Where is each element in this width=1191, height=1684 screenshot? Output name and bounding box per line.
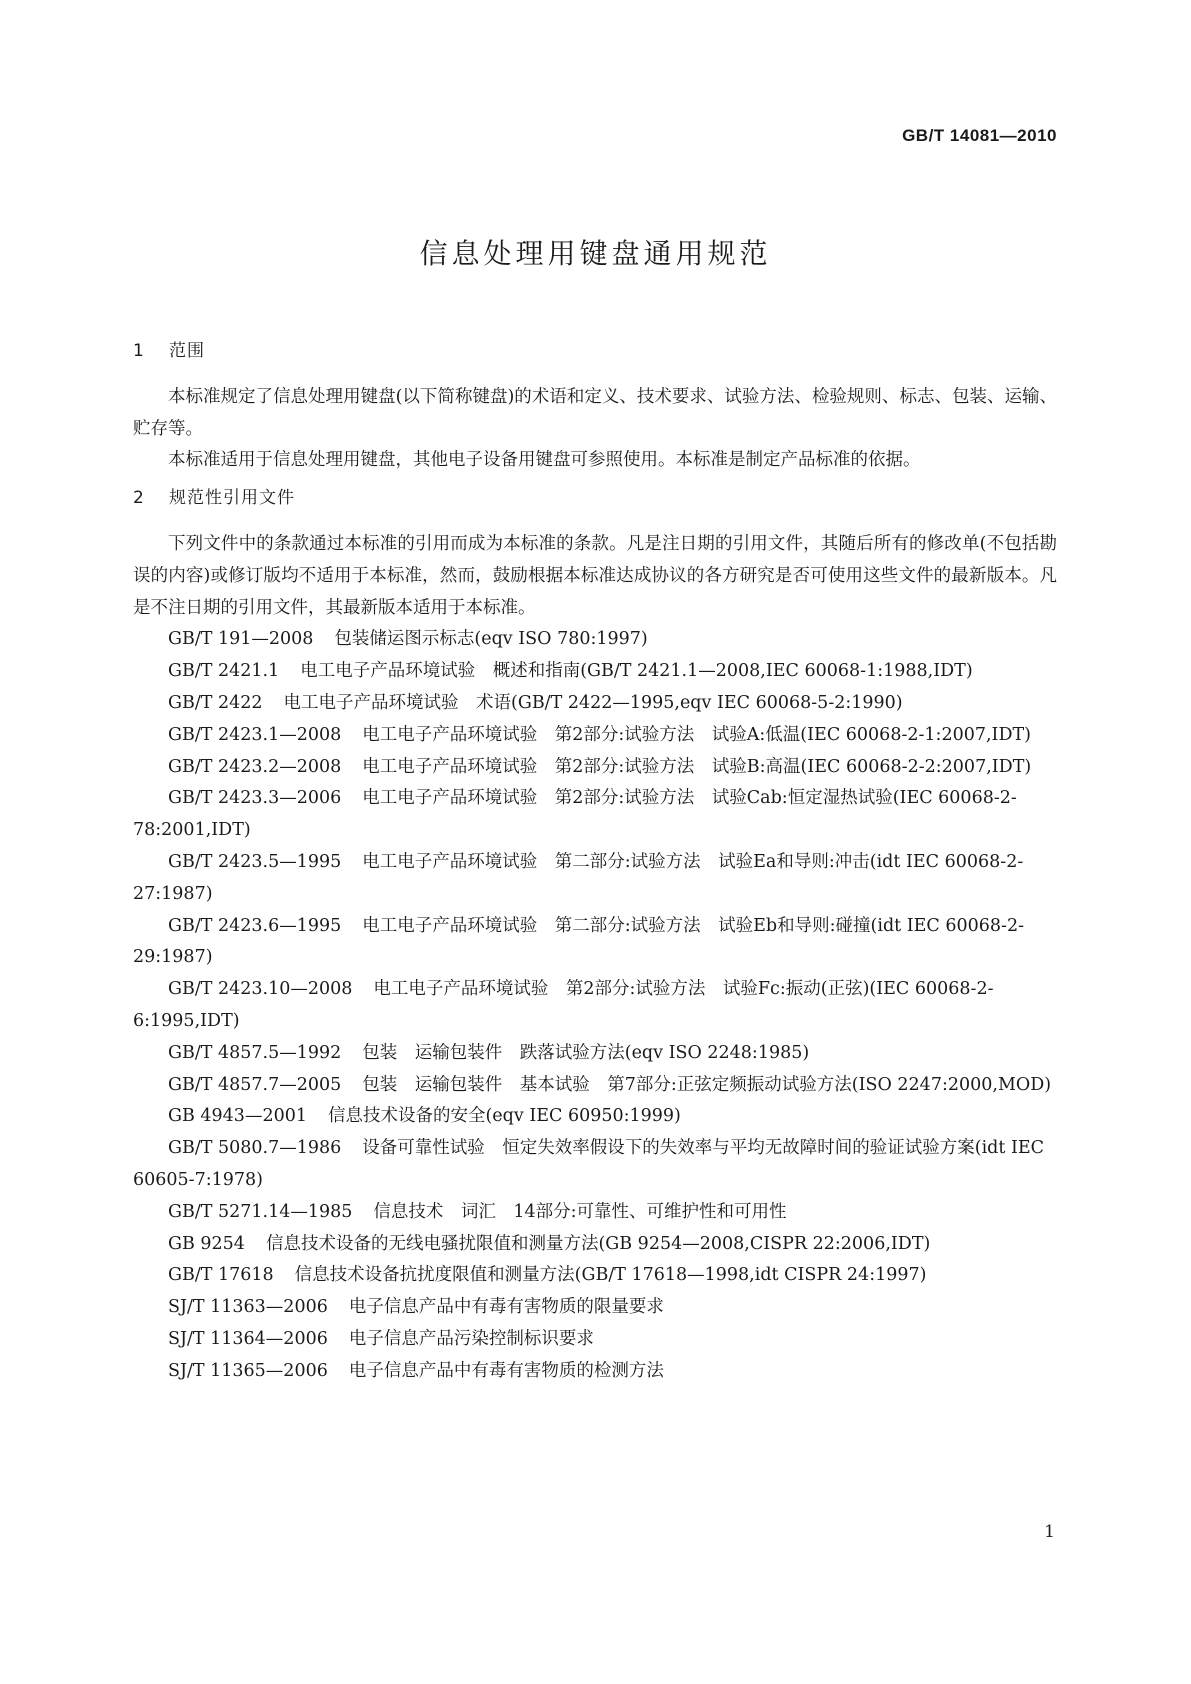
reference-code: GB 9254	[168, 1233, 245, 1254]
reference-item	[133, 847, 1057, 911]
reference-item	[133, 1229, 1057, 1261]
reference-title: 信息技术设备的安全(eqv IEC 60950:1999)	[327, 1106, 681, 1127]
reference-item	[133, 656, 1057, 688]
reference-title: 电工电子产品环境试验 第二部分:试验方法 试验Eb和导则:碰撞(idt IEC 60068-2-29:1987)	[133, 915, 1025, 968]
reference-item	[133, 1260, 1057, 1292]
reference-title: 电子信息产品中有毒有害物质的检测方法	[348, 1360, 664, 1381]
reference-title: 电工电子产品环境试验 第2部分:试验方法 试验Fc:振动(正弦)(IEC 60068-2-6:1995,IDT)	[133, 979, 994, 1031]
section-title: 规范性引用文件	[169, 488, 295, 509]
reference-title: 电工电子产品环境试验 第2部分:试验方法 试验B:高温(IEC 60068-2-2:2007,IDT)	[362, 756, 1032, 777]
reference-code: GB/T 2423.10—2008	[168, 979, 353, 1000]
reference-item	[133, 752, 1057, 784]
reference-code: GB/T 2423.3—2006	[168, 788, 342, 809]
reference-item	[133, 1197, 1057, 1229]
reference-item	[133, 1356, 1057, 1388]
reference-code: GB/T 2423.2—2008	[168, 756, 342, 777]
reference-item	[133, 911, 1057, 975]
reference-item	[133, 1070, 1057, 1102]
reference-list	[133, 624, 1057, 1387]
page-number: 1	[1044, 1522, 1055, 1542]
reference-title: 信息技术设备的无线电骚扰限值和测量方法(GB 9254—2008,CISPR 22:2006,IDT)	[265, 1233, 931, 1254]
reference-title: 设备可靠性试验 恒定失效率假设下的失效率与平均无故障时间的验证试验方案(idt IEC 60605-7:1978)	[133, 1138, 1045, 1190]
reference-title: 信息技术 词汇 14部分:可靠性、可维护性和可用性	[373, 1201, 787, 1222]
section-title: 范围	[169, 341, 205, 361]
reference-code: SJ/T 11364—2006	[168, 1328, 328, 1349]
document-title: 信息处理用键盘通用规范	[419, 237, 772, 270]
reference-code: GB/T 191—2008	[168, 629, 314, 650]
reference-code: GB/T 5080.7—1986	[168, 1138, 342, 1159]
reference-title: 电工电子产品环境试验 第2部分:试验方法 试验Cab:恒定湿热试验(IEC 60068-2-78:2001,IDT)	[133, 788, 1017, 841]
reference-title: 电工电子产品环境试验 概述和指南(GB/T 2421.1—2008,IEC 60068-1:1988,IDT)	[300, 661, 973, 682]
reference-code: GB/T 2423.6—1995	[168, 915, 342, 936]
reference-code: GB/T 17618	[168, 1265, 274, 1286]
reference-title: 包装储运图示标志(eqv ISO 780:1997)	[334, 629, 648, 650]
section-number: 2	[133, 488, 145, 509]
reference-title: 包装 运输包装件 跌落试验方法(eqv ISO 2248:1985)	[362, 1042, 810, 1063]
reference-item	[133, 783, 1057, 847]
reference-item	[133, 1133, 1057, 1197]
reference-title: 电子信息产品中有毒有害物质的限量要求	[348, 1297, 664, 1318]
section-2-heading	[133, 483, 1057, 515]
reference-item	[133, 1038, 1057, 1070]
reference-item	[133, 624, 1057, 656]
reference-code: GB/T 2421.1	[168, 661, 280, 682]
reference-title: 信息技术设备抗扰度限值和测量方法(GB/T 17618—1998,idt CISPR 24:1997)	[294, 1265, 927, 1286]
reference-item	[133, 720, 1057, 752]
reference-code: GB/T 2423.1—2008	[168, 724, 342, 745]
section-number: 1	[133, 341, 145, 361]
reference-item	[133, 688, 1057, 720]
reference-code: SJ/T 11365—2006	[168, 1360, 328, 1381]
section-1-paragraph: 本标准适用于信息处理用键盘，其他电子设备用键盘可参照使用。本标准是制定产品标准的依据。	[168, 450, 921, 471]
reference-title: 电子信息产品污染控制标识要求	[348, 1328, 594, 1349]
standard-code: GB/T 14081—2010	[902, 126, 1057, 145]
reference-item	[133, 974, 1057, 1038]
reference-title: 电工电子产品环境试验 术语(GB/T 2422—1995,eqv IEC 60068-5-2:1990)	[283, 692, 903, 713]
reference-item	[133, 1324, 1057, 1356]
section-2-paragraph: 下列文件中的条款通过本标准的引用而成为本标准的条款。凡是注日期的引用文件，其随后所有的修改单(不包括勘误的内容)或修订版均不适用于本标准，然而，鼓励根据本标准达成协议的各方研究是否可使用这些文件的最新版本。凡是不注日期的引用文件，其最新版本适用于本标准。	[133, 533, 1057, 618]
reference-code: GB/T 4857.5—1992	[168, 1042, 342, 1063]
reference-title: 电工电子产品环境试验 第二部分:试验方法 试验Ea和导则:冲击(idt IEC 60068-2-27:1987)	[133, 851, 1024, 904]
section-1-heading	[133, 336, 1057, 368]
reference-code: GB/T 5271.14—1985	[168, 1201, 353, 1222]
document-body	[133, 336, 1057, 1388]
reference-title: 包装 运输包装件 基本试验 第7部分:正弦定频振动试验方法(ISO 2247:2000,MOD)	[362, 1074, 1052, 1095]
reference-item	[133, 1101, 1057, 1133]
reference-item	[133, 1292, 1057, 1324]
reference-code: GB/T 2422	[168, 692, 263, 713]
reference-code: GB/T 4857.7—2005	[168, 1074, 342, 1095]
reference-code: SJ/T 11363—2006	[168, 1297, 328, 1318]
section-1-paragraph: 本标准规定了信息处理用键盘(以下简称键盘)的术语和定义、技术要求、试验方法、检验规则、标志、包装、运输、贮存等。	[133, 386, 1057, 439]
reference-title: 电工电子产品环境试验 第2部分:试验方法 试验A:低温(IEC 60068-2-1:2007,IDT)	[362, 724, 1031, 745]
reference-code: GB 4943—2001	[168, 1106, 307, 1127]
reference-code: GB/T 2423.5—1995	[168, 851, 342, 872]
